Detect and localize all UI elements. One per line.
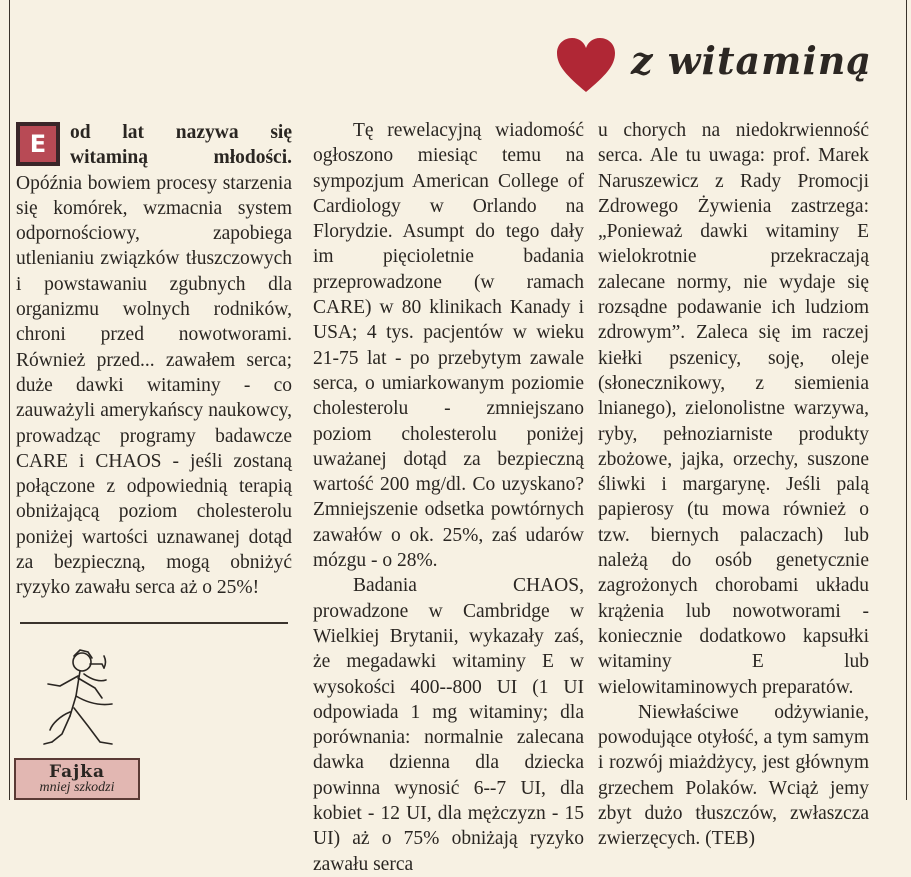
paragraph: Tę rewelacyjną wiadomość ogłoszono miesiąc temu na sympozjum American College of Cardiology w Orlando na Florydzie. Asumpt do tego dały im pięcioletnie badania przeprowadzone (w ramach CARE) w 80 klinikach Kanady i USA; 4 tys. pacjentów w wieku 21-75 lat - po przebytym zawale serca, o umiarkowanym poziomie cholesterolu - zmniejszano poziom cholesterolu poniżej uważanej dotąd za bezpieczną wartość 200 mg/dl. Co uzyskano? Zmniejszenie odsetka powtórnych zawałów o ok. 25%, zaś udarów mózgu - o 28%. (313, 120, 584, 572)
paragraph: Niewłaściwe odżywianie, powodujące otyłość, a tym samym i rozwój miażdżycy, jest głównym grzechem Polaków. Wciąż jemy zbyt dużo tłuszczów, zwłaszcza zwierzęcych. (TEB) (598, 701, 869, 850)
lead-paragraph (16, 120, 292, 601)
paragraph: Badania CHAOS, prowadzone w Cambridge w Wielkiej Brytanii, wykazały zaś, że megadawki witaminy E w wysokości 400--800 UI (1 UI odpowiada 1 mg witaminy; dla porównania: normalnie zalecana dawka dzienna dla dziecka powinna wynosić 6--7 UI, dla kobiet - 12 UI, dla mężczyzn - 15 UI) aż o 75% obniżają ryzyko zawału serca (313, 575, 584, 875)
article-column-3 (598, 118, 869, 852)
article-title: z witaminą (631, 38, 873, 83)
divider-rule (20, 622, 288, 624)
dropcap: E (16, 122, 60, 166)
fajka-ad-box (14, 758, 140, 800)
heart-icon (555, 36, 617, 94)
column-rule-left (9, 0, 10, 800)
column-rule-right (906, 0, 907, 800)
ad-title: Fajka (48, 762, 106, 782)
article-column-1 (16, 120, 292, 601)
lead-body-text: Opóźnia bowiem procesy starzenia się komórek, wzmacnia system odpornościowy, zapobiega utlenianiu związków tłuszczowych i powstawaniu zgubnych dla organizmu wolnych rodników, chroni przed nowotworami. Również przed... zawałem serca; duże dawki witaminy - co zauważyli amerykańscy naukowcy, prowadząc programy badawcze CARE i CHAOS - jeśli zostaną połączone z odpowiednią terapią obniżającą poziom cholesterolu poniżej wartości uznawanej dotąd za bezpieczną, mogą obniżyć ryzyko zawału serca aż o 25%! (16, 172, 292, 599)
article-column-2 (313, 118, 584, 877)
lead-bold-text: od lat nazywa się witaminą młodości. (70, 122, 292, 169)
article-header (555, 30, 895, 100)
smoking-man-sketch-icon (40, 646, 210, 756)
paragraph: u chorych na niedokrwienność serca. Ale tu uwaga: prof. Marek Naruszewicz z Rady Promocji Zdrowego Żywienia zastrzega: „Ponieważ dawki witaminy E wielokrotnie przekraczają zalecane normy, nie wydaje się rozsądne podawanie ich ludziom zdrowym”. Zaleca się im raczej kiełki pszenicy, soję, oleje (słonecznikowy, z siemienia lnianego), zielonolistne warzywa, ryby, pełnoziarniste produkty zbożowe, jajka, orzechy, suszone śliwki i margarynę. Jeśli palą papierosy (tu mowa również o tzw. biernych palaczach) lub należą do osób genetycznie zagrożonych chorobami układu krążenia lub nowotworami - koniecznie dodatkowo kapsułki witaminy E lub wielowitaminowych preparatów. (598, 120, 869, 698)
ad-subtitle: mniej szkodzi (39, 780, 115, 795)
